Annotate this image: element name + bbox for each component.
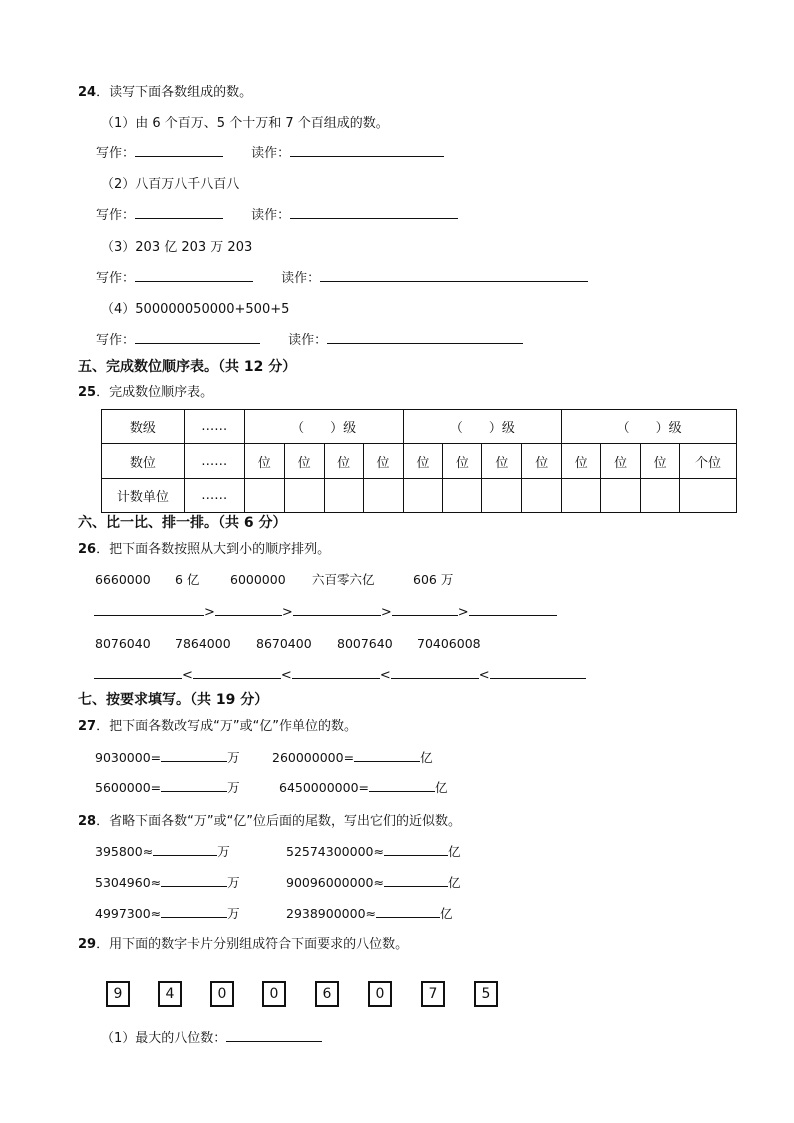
question-text: ．把下面各数按照从大到小的顺序排列。 [96,542,331,557]
gt-sign: > [457,605,469,620]
write-blank[interactable] [135,280,253,282]
position-cell[interactable]: 位 [601,444,641,479]
unit: 亿 [447,844,461,859]
order-blank[interactable] [293,614,381,616]
unit-cell[interactable] [363,479,403,513]
dots-cell: …… [184,479,244,513]
q24-answer-row-2 [96,209,458,222]
answer-blank[interactable] [161,916,227,918]
answer-blank[interactable] [226,1040,322,1042]
unit: 亿 [420,750,433,765]
gt-sign: > [380,605,392,620]
order-blank[interactable] [469,614,557,616]
expression: 4997300≈ [95,906,162,921]
answer-blank[interactable] [369,790,435,792]
lt-sign: < [478,668,490,683]
lt-sign: < [280,668,292,683]
row-head-position: 数位 [102,444,185,479]
position-cell[interactable]: 位 [562,444,601,479]
question-number: 27 [78,719,97,734]
question-number: 28 [78,814,97,829]
section-6-heading: 六、比一比、排一排。（共 6 分） [78,515,287,531]
section-5-heading: 五、完成数位顺序表。（共 12 分） [78,359,297,375]
lt-sign: < [182,668,193,683]
unit-cell[interactable] [324,479,363,513]
read-label: 读作： [288,333,328,348]
unit: 亿 [447,875,461,890]
write-blank[interactable] [135,342,260,344]
order-blank[interactable] [94,614,204,616]
q26-number: 8670400 [256,636,312,651]
question-28-title [78,815,461,828]
unit-cell[interactable] [244,479,284,513]
unit: 万 [227,906,240,921]
question-number: 25 [78,385,97,400]
read-label: 读作： [281,271,321,286]
position-cell[interactable]: 位 [403,444,443,479]
question-text: ．读写下面各数组成的数。 [96,85,253,100]
dots-cell: …… [184,444,244,479]
q26-number: 70406008 [417,636,481,651]
q26-order-row-2 [94,669,586,682]
write-blank[interactable] [135,155,223,157]
q24-answer-row-4 [96,334,523,347]
question-text: ．把下面各数改写成“万”或“亿”作单位的数。 [96,719,358,734]
position-cell[interactable]: 位 [244,444,284,479]
write-label: 写作： [96,146,136,161]
question-text: ．完成数位顺序表。 [96,385,214,400]
position-cell[interactable]: 位 [443,444,482,479]
q24-item-4: （4）500000050000+500+5 [101,302,290,317]
question-29-title [78,938,408,951]
unit-cell[interactable] [522,479,562,513]
position-cell[interactable]: 位 [482,444,522,479]
question-number: 29 [78,937,97,952]
level-cell[interactable]: （ ）级 [562,410,737,444]
question-25-title [78,386,213,399]
question-text: ．用下面的数字卡片分别组成符合下面要求的八位数。 [96,937,409,952]
unit: 亿 [440,906,453,921]
order-blank[interactable] [392,614,458,616]
answer-blank[interactable] [384,885,448,887]
q26-number: 6 亿 [175,572,200,587]
q28-row-3-right [286,908,453,921]
q27-row-2-right [279,782,448,795]
answer-blank[interactable] [153,854,217,856]
digit-card[interactable]: 5 [474,981,498,1007]
position-cell[interactable]: 位 [641,444,680,479]
expression: 5304960≈ [95,875,162,890]
q24-item-2: （2）八百万八千八百八 [101,177,240,192]
unit: 万 [227,875,240,890]
unit-cell[interactable] [403,479,443,513]
write-label: 写作： [96,333,136,348]
order-blank[interactable] [215,614,282,616]
read-blank[interactable] [290,217,458,219]
expression: 395800≈ [95,844,154,859]
expression: 2938900000≈ [286,906,377,921]
q27-row-2-left [95,782,240,795]
question-number: 26 [78,542,97,557]
answer-blank[interactable] [161,790,227,792]
unit: 万 [227,780,240,795]
row-head-unit: 计数单位 [102,479,185,513]
answer-blank[interactable] [161,760,227,762]
unit: 万 [217,844,230,859]
q28-row-2-right [286,877,460,890]
unit-cell[interactable] [601,479,641,513]
digit-card[interactable]: 4 [158,981,182,1007]
read-blank[interactable] [320,280,588,282]
q24-answer-row-3 [96,272,588,285]
order-blank[interactable] [391,677,479,679]
position-cell[interactable]: 位 [522,444,562,479]
q26-number: 7864000 [175,636,231,651]
position-cell[interactable]: 位 [324,444,363,479]
expression: 6450000000= [279,780,370,795]
q26-number: 606 万 [413,572,454,587]
answer-blank[interactable] [376,916,440,918]
answer-blank[interactable] [354,760,420,762]
dots-cell: …… [184,410,244,444]
section-7-heading: 七、按要求填写。（共 19 分） [78,692,269,708]
sub-question-label: （1）最大的八位数： [101,1031,227,1046]
read-blank[interactable] [327,342,523,344]
digit-card[interactable]: 0 [368,981,392,1007]
expression: 5600000= [95,780,162,795]
q24-item-1: （1）由 6 个百万、5 个十万和 7 个百组成的数。 [101,116,389,131]
digit-card[interactable]: 7 [421,981,445,1007]
unit: 万 [227,750,240,765]
level-cell[interactable]: （ ）级 [403,410,562,444]
row-head-level: 数级 [102,410,185,444]
q26-number: 8076040 [95,636,151,651]
order-blank[interactable] [292,677,380,679]
q24-item-3: （3）203 亿 203 万 203 [101,240,253,255]
read-label: 读作： [251,208,291,223]
unit-cell[interactable] [443,479,482,513]
expression: 52574300000≈ [286,844,384,859]
digit-card[interactable]: 6 [315,981,339,1007]
unit-cell[interactable] [482,479,522,513]
q28-row-1-left [95,846,230,859]
digit-card[interactable]: 0 [210,981,234,1007]
read-blank[interactable] [290,155,444,157]
gt-sign: > [204,605,215,620]
order-blank[interactable] [193,677,281,679]
question-24-title [78,86,252,99]
unit-cell[interactable] [284,479,324,513]
answer-blank[interactable] [161,885,227,887]
q26-number: 六百零六亿 [312,572,375,587]
write-label: 写作： [96,271,136,286]
q26-number: 6000000 [230,572,286,587]
unit-cell[interactable] [641,479,680,513]
q29-sub-1 [101,1032,322,1045]
answer-blank[interactable] [384,854,448,856]
gt-sign: > [281,605,293,620]
expression: 9030000= [95,750,162,765]
q28-row-3-left [95,908,240,921]
unit: 亿 [435,780,448,795]
place-value-table [101,409,737,513]
q26-number: 6660000 [95,572,151,587]
q26-number: 8007640 [337,636,393,651]
digit-card[interactable]: 9 [106,981,130,1007]
q27-row-1-left [95,752,240,765]
ones-position-cell: 个位 [680,444,737,479]
q27-row-1-right [272,752,433,765]
digit-card[interactable]: 0 [262,981,286,1007]
q24-answer-row-1 [96,147,444,160]
q28-row-1-right [286,846,460,859]
expression: 90096000000≈ [286,875,384,890]
unit-cell[interactable] [562,479,601,513]
question-26-title [78,543,330,556]
level-cell[interactable]: （ ）级 [244,410,403,444]
question-text: ．省略下面各数“万”或“亿”位后面的尾数，写出它们的近似数。 [96,814,462,829]
write-label: 写作： [96,208,136,223]
question-number: 24 [78,85,97,100]
order-blank[interactable] [94,677,182,679]
lt-sign: < [379,668,391,683]
question-27-title [78,720,357,733]
position-cell[interactable]: 位 [284,444,324,479]
position-cell[interactable]: 位 [363,444,403,479]
expression: 260000000= [272,750,355,765]
read-label: 读作： [251,146,291,161]
write-blank[interactable] [135,217,223,219]
q28-row-2-left [95,877,240,890]
q26-order-row-1 [94,606,557,619]
order-blank[interactable] [490,677,586,679]
unit-cell[interactable] [680,479,737,513]
